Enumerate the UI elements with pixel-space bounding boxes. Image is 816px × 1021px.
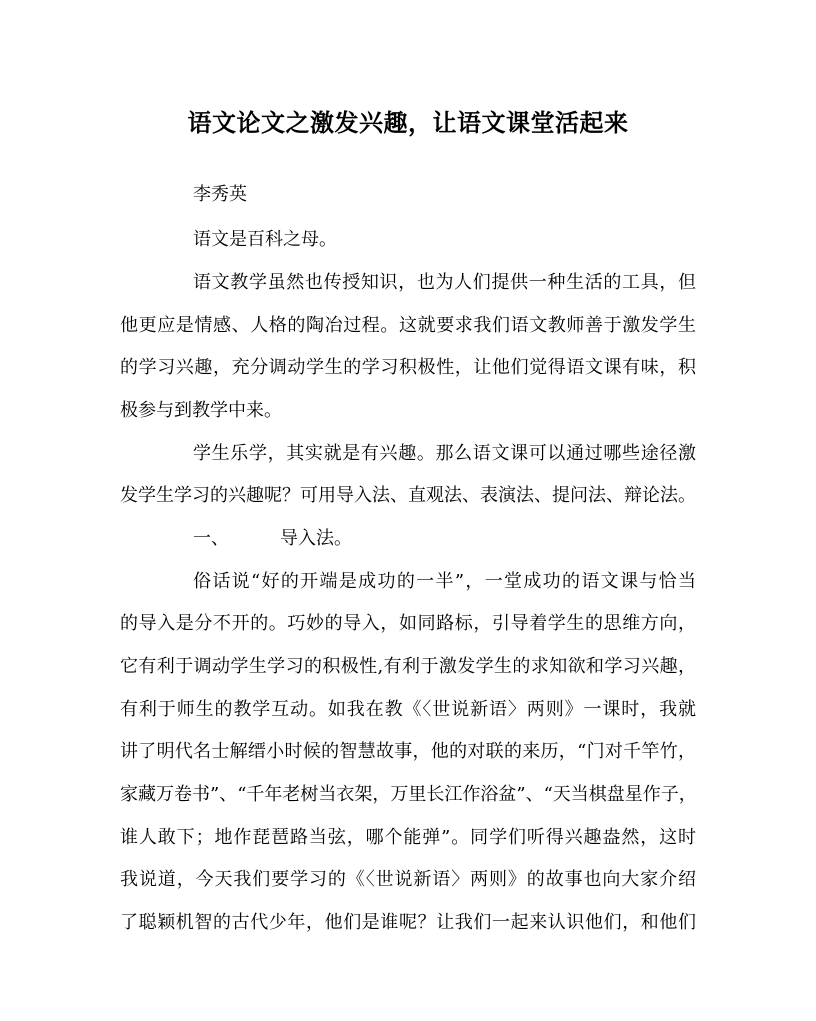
document-title: 语文论文之激发兴趣，让语文课堂活起来 (187, 108, 629, 137)
author-name: 李秀英 (193, 184, 247, 205)
heading-1-marker: 一、 (193, 528, 229, 549)
paragraph-4-line-1: 俗话说“好的开端是成功的一半”，一堂成功的语文课与恰当 (193, 571, 696, 592)
paragraph-4-line-8: 我说道，今天我们要学习的《〈世说新语〉两则》的故事也向大家介绍 (120, 869, 696, 890)
paragraph-4-line-7: 谁人敢下；地作琵琶路当弦，哪个能弹”。同学们听得兴趣盎然，这时 (120, 827, 696, 848)
paragraph-2-line-4: 极参与到教学中来。 (120, 400, 282, 421)
paragraph-4-line-9: 了聪颖机智的古代少年，他们是谁呢？让我们一起来认识他们，和他们 (120, 912, 696, 933)
paragraph-2-line-3: 的学习兴趣，充分调动学生的学习积极性，让他们觉得语文课有味，积 (120, 357, 696, 378)
paragraph-4-line-5: 讲了明代名士解缙小时候的智慧故事，他的对联的来历，“门对千竿竹， (120, 741, 696, 762)
paragraph-4-line-6: 家藏万卷书”、“千年老树当衣架，万里长江作浴盆”、“天当棋盘星作子， (120, 784, 697, 805)
paragraph-2-line-1: 语文教学虽然也传授知识，也为人们提供一种生活的工具，但 (193, 272, 696, 293)
paragraph-1: 语文是百科之母。 (193, 229, 337, 250)
paragraph-4-line-4: 有利于师生的教学互动。如我在教《〈世说新语〉两则》一课时，我就 (120, 699, 696, 720)
paragraph-4-line-3: 它有利于调动学生学习的积极性,有利于激发学生的求知欲和学习兴趣， (120, 656, 696, 677)
paragraph-2-line-2: 他更应是情感、人格的陶冶过程。这就要求我们语文教师善于激发学生 (120, 315, 696, 336)
paragraph-3-line-1: 学生乐学，其实就是有兴趣。那么语文课可以通过哪些途径激 (193, 443, 696, 464)
heading-1-text: 导入法。 (280, 528, 352, 549)
paragraph-4-line-2: 的导入是分不开的。巧妙的导入，如同路标，引导着学生的思维方向， (120, 613, 696, 634)
paragraph-3-line-2: 发学生学习的兴趣呢？可用导入法、直观法、表演法、提问法、辩论法。 (120, 485, 696, 506)
